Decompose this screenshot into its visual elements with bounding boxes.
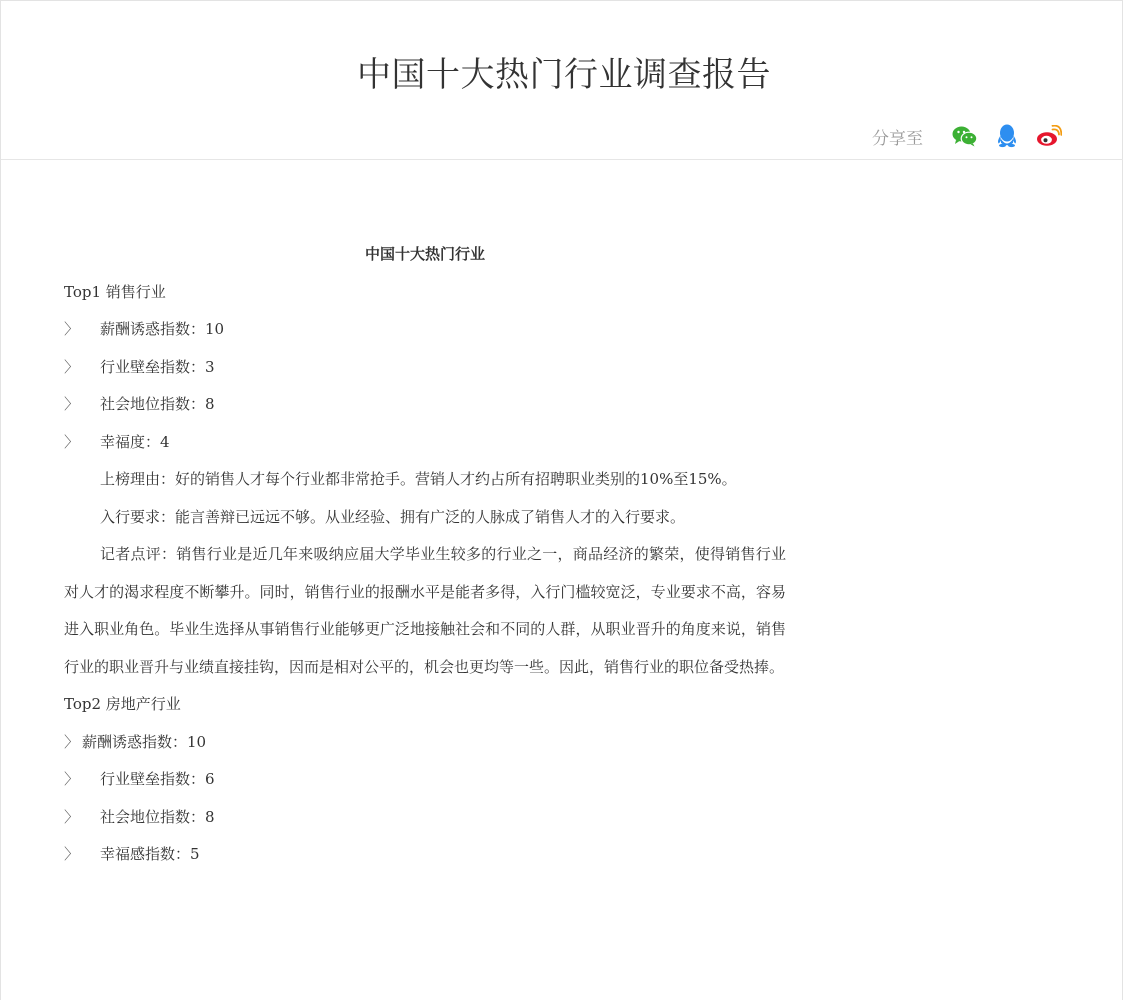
list-item-text: 幸福度：4 [100, 432, 170, 451]
list-item-text: 行业壁垒指数：3 [100, 357, 215, 376]
bullet-mark: 〉 [64, 395, 80, 413]
list-item [64, 761, 786, 799]
top1-heading: Top1 销售行业 [64, 282, 166, 301]
bullet-mark: 〉 [64, 770, 80, 788]
list-item-text: 行业壁垒指数：6 [100, 770, 215, 788]
list-item [64, 349, 786, 387]
bullet-mark: 〉 [64, 807, 80, 826]
share-bar [872, 121, 1063, 151]
list-item [64, 424, 786, 462]
bullet-mark: 〉 [64, 732, 80, 751]
list-item-text: 薪酬诱惑指数：10 [82, 732, 207, 751]
list-item [64, 311, 786, 349]
weibo-icon [1036, 125, 1062, 147]
list-item [64, 386, 786, 424]
comment-paragraph: 记者点评：销售行业是近几年来吸纳应届大学毕业生较多的行业之一，商品经济的繁荣，使得销售行业对人才的渴求程度不断攀升。同时，销售行业的报酬水平是能者多得，入行门槛较宽泛，专业要求不高，容易进入职业角色。毕业生选择从事销售行业能够更广泛地接触社会和不同的人群，从职业晋升的角度来说，销售行业的职业晋升与业绩直接挂钩，因而是相对公平的，机会也更均等一些。因此，销售行业的职位备受热捧。 [64, 545, 786, 676]
weibo-share-button[interactable] [1035, 122, 1063, 150]
list-item-text: 社会地位指数：8 [100, 395, 215, 413]
list-item-text: 社会地位指数：8 [100, 807, 215, 826]
article-body [64, 236, 786, 874]
top2-heading: Top2 房地产行业 [64, 695, 181, 713]
reason-paragraph: 上榜理由：好的销售人才每个行业都非常抢手。营销人才约占所有招聘职业类别的10%至15%。 [100, 470, 737, 488]
share-label: 分享至 [872, 128, 923, 149]
wechat-share-button[interactable] [951, 122, 979, 150]
bullet-mark: 〉 [64, 357, 80, 376]
bullet-mark: 〉 [64, 432, 80, 451]
list-item-text: 薪酬诱惑指数：10 [100, 320, 225, 338]
requirement-paragraph: 入行要求：能言善辩已远远不够。从业经验、拥有广泛的人脉成了销售人才的入行要求。 [100, 507, 686, 526]
bullet-mark: 〉 [64, 845, 80, 863]
qq-icon [996, 124, 1018, 148]
list-item [64, 836, 786, 874]
qq-share-button[interactable] [993, 122, 1021, 150]
page-title: 中国十大热门行业调查报告 [357, 55, 771, 95]
wechat-icon [952, 125, 978, 147]
bullet-mark: 〉 [64, 320, 80, 338]
list-item [64, 724, 786, 762]
section-title: 中国十大热门行业 [364, 245, 485, 263]
list-item [64, 799, 786, 837]
article-header [1, 1, 1123, 160]
list-item-text: 幸福感指数：5 [100, 845, 200, 863]
